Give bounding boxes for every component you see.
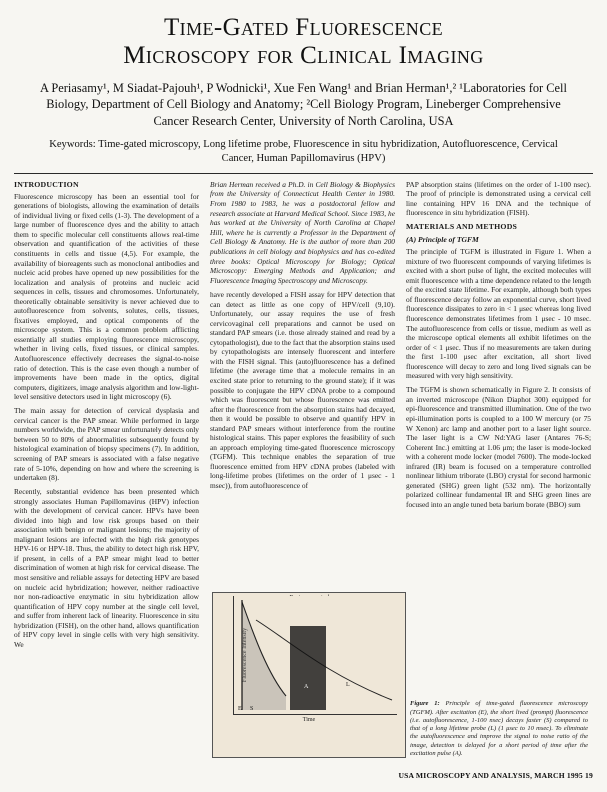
figure-plot-area <box>233 596 397 715</box>
figure-caption-label: Figure 1: <box>410 700 440 708</box>
title-line-2: Microscopy for Clinical Imaging <box>123 42 484 69</box>
figure-1-caption <box>410 700 588 758</box>
keywords-line: Keywords: Time-gated microscopy, Long lifetime probe, Fluorescence in situ hybridization, Autofluorescence, Cervical Cancer, Human Papillomavirus (HPV) <box>49 139 558 164</box>
paragraph: PAP absorption stains (lifetimes on the order of 1-100 nsec). The proof of principle is demonstrated using a cervical cell line containing HPV 16 DNA and the technique of fluorescence in situ hybridization (FISH). <box>406 179 591 218</box>
paragraph: Recently, substantial evidence has been presented which strongly associates Human Papillomavirus (HPV) infection with the development of cervical cancer. HPVs have been divided into high and low risk groups based on their association with benign or malignant lesions; the majority of malignant lesions are infected with the high risk genotypes HPV-16 or HPV-18. Thus, the ability to detect high risk HPV, if present, in cells of a PAP smear might lead to better discrimination of women at high risk for cervical disease. The most sensitive and reliable assays for detecting HPV are based on nucleic acid hybridization; however, neither radioactive nor non-radioactive enzymatic in situ hybridization allow quantification of HPV copy number at the single cell level, and suffer from inherent lack of linearity. Fluorescence in situ hybridization (FISH), on the other hand, allows quantification of HPV copy level in single cells with very high sensitivity. We <box>14 487 199 649</box>
subsection-heading-principle: (A) Principle of TGFM <box>406 235 479 245</box>
header-divider <box>14 173 593 174</box>
column-3 <box>406 180 591 514</box>
column-2 <box>210 180 395 495</box>
author-biography: Brian Herman received a Ph.D. in Cell Biology & Biophysics from the University of Connecticut Health Center in 1980. From 1980 to 1983, he was a postdoctoral fellow and research associate at Harvard Medical School. Since 1983, he has worked at the University of North Carolina at Chapel Hill, where he is currently a Professor in the Department of Cell Biology & Anatomy. He is the author of more than 200 publications in cell biology and biophysics and has co-edited three books: Optical Microscopy for Biology; Optical Microscopy: Emerging Methods and Application; and Fluorescence Imaging Spectroscopy and Microscopy. <box>210 179 395 285</box>
paragraph: The TGFM is shown schematically in Figure 2. It consists of an inverted microscope (Nikon Diaphot 300) equipped for epi-fluorescence and transmitted illumination. One of the two epi-illumination ports is coupled to a 100 W mercury (or 75 W Xenon) arc lamp and another port to a laser light source. The laser light is a CW Nd:YAG laser (Antares 76-S; Coherent Inc.) emitting at 1.06 μm; the laser is mode-locked with a coherent mode locker (model 7600). The mode-locked infrared (IR) beam is focused on a temperature controlled nonlinear lithium triborate (LBO) crystal for second harmonic generated (SHG) green light (532 nm). The horizontally polarized collinear fundamental IR and SHG green lines are focused into an angle tuned beta barium borate (BBO) sum <box>406 385 591 509</box>
figure-curves <box>234 596 400 712</box>
figure-1 <box>212 592 406 758</box>
paragraph: The principle of TGFM is illustrated in Figure 1. When a mixture of two fluorescent compounds of varying lifetimes is excited with a short pulse of light, the excited molecules will emit fluorescence with a time dependence related to the length of the excited state lifetime. For example, although both types of fluorescence decay follow an exponential curve, short lived fluorescence dissipates to zero in < 1 μsec whereas long lived fluorescence demonstrates lifetimes from 1 μsec - 10 msec. The autofluorescence from cells or tissue, medium as well as the microscope optical elements all exhibit lifetimes on the order of < 1 μsec. Thus if no measurements are taken during the first 1-100 μsec after excitation, all short lived fluorescence will decay to zero and long lived signals can be measured with very high sensitivity. <box>406 247 591 381</box>
paragraph: have recently developed a FISH assay for HPV detection that can detect as little as one copy of HPV/cell (9,10). Unfortunately, our assay requires the use of fresh cervicovaginal cell preparations and cannot be used on standard PAP smears (i.e. those already stained and read by a cytopathologist), due to the fact that the absorption stains used by cytopathologists are intensely fluorescent and interfere with the FISH signal. This (auto)fluorescence has a defined lifetime (the average time that a molecule remains in an excited state prior to returning to the ground state); if it was possible to conjugate the HPV cDNA probe to a compound which was fluorescent but whose fluorescence was emitted after the fluorescence from the absorption stains had decayed, then it would be possible to observe and quantify HPV in standard PAP smears without interference from the routine histological stains. This paper explores the feasibility of such an approach employing time-gated fluorescence microscopy (TGFM). This technique enables the separation of true fluorescence emitted from HPV cDNA probes (labeled with long-lifetime probes (lifetimes on the order of 1 μsec - 1 msec)), from autofluorescence of <box>210 290 395 490</box>
paragraph: The main assay for detection of cervical dysplasia and cervical cancer is the PAP smear. While performed in large numbers worldwide, the PAP smear unfortunately detects only between 50 to 80% of abnormalities subsequently found by histological examination of biopsy specimens (7). In addition, screening of PAP smears is associated with a false negative rate of 5-10%, depending on how and where the screening is undertaken (8). <box>14 406 199 483</box>
section-heading-materials: MATERIALS AND METHODS <box>406 222 518 232</box>
column-1 <box>14 180 199 654</box>
author-list: A Periasamy¹, M Siadat-Pajouh¹, P Wodnicki¹, Xue Fen Wang¹ and Brian Herman¹,² ¹Laboratories for Cell Biology, Department of Cell Biology and Anatomy; ²Cell Biology Program, Lineberger Comprehensive Cancer Research Center, University of North Carolina, USA <box>40 81 567 128</box>
figure-mark-A: A <box>304 684 309 690</box>
section-heading-introduction: INTRODUCTION <box>14 179 79 189</box>
figure-y-axis-label: Fluorescence Intensity <box>242 627 249 683</box>
title-line-1: Time-Gated Fluorescence <box>164 14 443 41</box>
figure-caption-text: Principle of time-gated fluorescence microscopy (TGFM). After excitation (E), the short lived (prompt) fluorescence (i.e. autofluorescence, 1-100 nsec) decays faster (S) compared to that of a long lifetime probe (L) (1 μsec to 10 msec). To eliminate the autofluorescence and improve the signal to noise ratio of the image, detection is delayed for a short period of time after the excitation pulse (A). <box>410 700 588 757</box>
figure-x-axis-label: Time <box>302 717 316 723</box>
article-columns <box>14 180 593 654</box>
figure-mark-L: L <box>346 682 350 688</box>
paragraph: Fluorescence microscopy has been an essential tool for generations of biologists, allowing the examination of details of individual living or fixed cells (1-3). The development of a large number of fluorescence dyes and the ability to attach them to specific molecular cell constituents allows real-time observation and quantification of the activities of these constituents in cells and tissue (4,5). For example, the availability of bioreagents such as monoclonal antibodies and nucleic acid probes have opened up new possibilities for the localization and analysis of proteins and nucleic acid sequences in cells, tissues and chromosomes. Unfortunately, theoretically obtainable sensitivity is never achieved due to autofluorescence from solvents, solutes, cells, tissues, fixatives employed, and optical components of the microscope system. This is a common problem afflicting essentially all studies employing fluorescence microscopy, whether in living cells, fixed tissues, or clinical samples. Autofluorescence effectively decreases the signal-to-noise ratio of detection. This is the case even though a number of improvements have been made in the optics, digital computers, digitizers, image analysis algorithm and low-light-level sensitive detectors used in light microscopy (6). <box>14 191 199 402</box>
figure-mark-E: E <box>238 706 242 712</box>
page-title <box>14 14 593 70</box>
page-footer: USA MICROSCOPY AND ANALYSIS, MARCH 1995 19 <box>398 771 593 780</box>
figure-mark-S: S <box>250 706 254 712</box>
